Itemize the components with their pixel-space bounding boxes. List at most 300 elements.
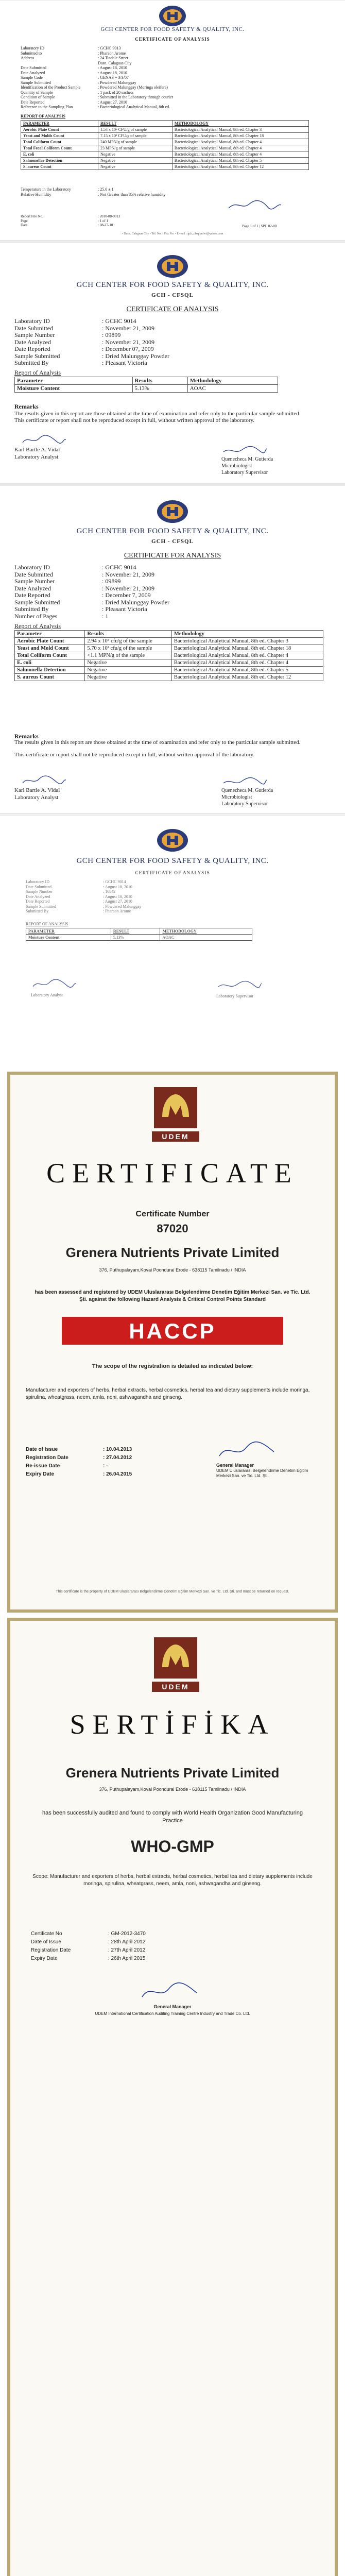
result-cell: Negative <box>98 151 173 158</box>
result-cell: Negative <box>98 164 173 170</box>
table-row <box>21 151 309 158</box>
field-row <box>21 187 330 192</box>
remarks-title: Remarks <box>14 403 39 410</box>
methodology-cell: Bacteriological Analytical Manual, 8th ed. Chapter 3 <box>172 127 308 133</box>
field-label: Relative Humidity <box>21 192 51 197</box>
field-row <box>21 214 144 219</box>
field-value: : November 21, 2009 <box>102 570 154 578</box>
field-value: : 1 pack of 20 sachets <box>98 90 134 95</box>
results-table <box>26 928 252 941</box>
field-value: : Bacteriological Analytical Manual, 8th ed. <box>98 105 170 109</box>
udem-logo <box>152 1636 199 1698</box>
supervisor-name: Quenecheca M. Gutierda <box>221 788 273 793</box>
column-header: RESULT <box>98 121 173 127</box>
field-row <box>21 192 330 197</box>
table-row <box>15 638 323 645</box>
field-value: : August 18, 2010 <box>98 70 127 75</box>
field-row <box>21 51 330 56</box>
field-value: : Pharaon Arome <box>103 909 131 913</box>
field-row <box>14 353 323 360</box>
field-value: : Powdered Malunggay <box>98 80 136 85</box>
field-label: Date Submitted <box>26 884 51 889</box>
fine-print: This certificate is the property of UDEM Uluslararası Belgelendirme Denetim Eğitim Merkezi San. ve Tic. Ltd. Şti. and must be returned on request. <box>56 1590 289 1594</box>
result-cell: <1.1 MPN/g of the sample <box>85 652 171 659</box>
field-value: : November 21, 2009 <box>102 338 154 346</box>
field-label: Expiry Date <box>31 1956 58 1961</box>
methodology-cell: Bacteriological Analytical Manual, 8th ed. Chapter 12 <box>172 164 308 170</box>
field-label: Registration Date <box>31 1947 71 1953</box>
field-label: Submitted to <box>21 50 42 56</box>
field-value: : GENAS + 3/3/07 <box>98 75 129 80</box>
field-row <box>26 894 335 900</box>
haccp-certificate <box>7 1072 338 1613</box>
field-row <box>21 90 330 95</box>
manager-org: UDEM Uluslararası Belgelendirme Denetim Eğitim Merkezi San. ve Tic. Ltd. Şti. <box>216 1468 308 1478</box>
page-indicator: Page 1 of 1 | SPC 02-00 <box>242 224 277 228</box>
supervisor-role: Laboratory Supervisor <box>216 994 254 998</box>
scope-text: Manufacturer and exporters of herbs, herbal extracts, herbal cosmetics, herbal tea and dietary supplements include moringa, spirulina, wheatgrass, neem, amla, noni, ashwagandha and ginseng. <box>26 1387 310 1400</box>
field-label: Date Analyzed <box>14 584 51 592</box>
field-row <box>14 318 323 325</box>
field-row <box>26 1446 180 1454</box>
field-label: Date Analyzed <box>14 338 51 346</box>
parameter-cell: Moisture Content <box>26 935 111 941</box>
analyst-role: Laboratory Analyst <box>31 993 63 997</box>
field-value: : 1 <box>102 612 109 620</box>
results-table <box>21 120 309 170</box>
field-value: Dasn. Calaguas City <box>98 60 132 65</box>
field-row <box>14 360 323 367</box>
field-value: : Not Greater than 85% relative humidity <box>98 192 166 197</box>
field-label: Expiry Date <box>26 1471 55 1477</box>
field-value: : Dried Malunggay Powder <box>102 598 169 606</box>
field-row <box>21 85 330 90</box>
page-divider <box>0 240 345 242</box>
parameter-cell: Yeast and Mold Count <box>15 645 85 652</box>
field-value: : 10842 <box>103 889 116 894</box>
field-label: Date Analyzed <box>26 894 50 899</box>
field-row <box>21 105 330 110</box>
field-value: : Pharaon Arome <box>98 50 126 56</box>
field-value: : 26.04.2015 <box>103 1471 132 1477</box>
parameter-cell: Aerobic Plate Count <box>21 127 98 133</box>
field-value: : August 27, 2010 <box>103 899 132 904</box>
column-header: Methodology <box>187 377 278 385</box>
field-label: Sample Number <box>14 331 55 338</box>
result-cell: 23 MPN/g of sample <box>98 145 173 151</box>
field-value: : Pleasant Victoria <box>102 359 147 366</box>
methodology-cell: Bacteriological Analytical Manual, 8th ed. Chapter 4 <box>172 151 308 158</box>
field-value: : 27.04.2012 <box>103 1455 132 1461</box>
field-row <box>14 325 323 332</box>
manager-signature-image <box>216 1440 278 1461</box>
table-row <box>15 652 323 659</box>
field-label: Report File No. <box>21 214 43 218</box>
field-row <box>14 599 323 606</box>
company-name: Grenera Nutrients Private Limited <box>65 1245 280 1260</box>
field-label: Sample Submitted <box>14 352 60 360</box>
field-value: : 09899 <box>102 331 121 338</box>
field-value: : Pleasant Victoria <box>102 605 147 613</box>
column-header: PARAMETER <box>26 928 111 935</box>
coa-page-1 <box>0 0 345 240</box>
field-label: Date Analyzed <box>21 70 45 75</box>
supervisor-role-1: Microbiologist <box>221 463 252 469</box>
result-cell: 2.94 x 10⁵ cfu/g of the sample <box>85 638 171 645</box>
report-label: REPORT OF ANALYSIS <box>26 922 68 926</box>
field-value: : November 21, 2009 <box>102 584 154 592</box>
field-row <box>21 80 330 86</box>
column-header: PARAMETER <box>21 121 98 127</box>
sample-details <box>21 46 330 110</box>
results-table <box>14 630 323 681</box>
field-value: : 24 Tindale Street <box>98 56 128 60</box>
field-row <box>21 65 330 71</box>
signature-image <box>227 199 283 211</box>
company-address: 376, Puthupalayam,Kovai Poondurai Erode - 638115 Tamilnadu / INDIA <box>99 1787 246 1792</box>
manager-org: UDEM International Certification Auditing Training Centre Industry and Trade Co. Ltd. <box>95 2011 250 2016</box>
supervisor-signature-image <box>216 979 263 991</box>
field-value: : GCHC 9014 <box>102 564 136 571</box>
field-value: : December 07, 2009 <box>102 345 154 352</box>
field-row <box>26 879 335 885</box>
company-short: GCH - CFSQL <box>151 292 194 298</box>
certification-intro: has been assessed and registered by UDEM Uluslararası Belgelendirme Denetim Eğitim Merkezi San. ve Tic. Ltd. Şti. against the following Hazard Analysis & Critical Control Points Standard <box>34 1290 310 1302</box>
field-label: Identification of the Product Sample <box>21 85 81 90</box>
field-value: : GCHC 9014 <box>102 317 136 325</box>
parameter-cell: Moisture Content <box>15 385 133 393</box>
certificate-dates <box>31 1930 196 1963</box>
column-header: Results <box>85 631 171 638</box>
company-name: GCH CENTER FOR FOOD SAFETY & QUALITY, INC. <box>76 527 269 535</box>
report-label: REPORT OF ANALYSIS <box>21 114 66 118</box>
field-value: : August 27, 2010 <box>98 99 127 105</box>
table-row <box>15 659 323 667</box>
standard-name: HACCP <box>129 1319 216 1343</box>
field-label: Sample Number <box>26 889 53 894</box>
supervisor-signature-image <box>221 776 268 787</box>
coa-page-3-signatures <box>0 774 345 810</box>
methodology-cell: Bacteriological Analytical Manual, 8th ed. Chapter 3 <box>171 638 323 645</box>
manager-title: General Manager <box>216 1463 254 1468</box>
remarks-text-2: This certificate or report shall not be reproduced except in full, without written approval of the laboratory. <box>14 752 255 758</box>
parameter-cell: Aerobic Plate Count <box>15 638 85 645</box>
field-row <box>14 578 323 585</box>
udem-logo <box>152 1086 199 1148</box>
table-row <box>21 139 309 145</box>
certificate-title: CERTIFICATE <box>46 1158 299 1189</box>
certificate-number: 87020 <box>157 1222 188 1235</box>
field-row <box>21 100 330 105</box>
field-row <box>26 899 335 904</box>
field-label: Sample Number <box>14 578 55 585</box>
field-value: : 2010-08-9013 <box>98 214 120 218</box>
document-subtitle: CERTIFICATE OF ANALYSIS <box>135 870 210 875</box>
field-value: : 28th April 2012 <box>108 1939 146 1945</box>
parameter-cell: Total Coliform Count <box>21 139 98 145</box>
field-label: Page <box>21 218 28 223</box>
field-row <box>21 95 330 100</box>
certificate-dates <box>26 1446 180 1479</box>
column-header: Results <box>132 377 187 385</box>
field-label: Date Reported <box>26 899 50 904</box>
certificate-title: SERTİFİKA <box>70 1709 275 1740</box>
field-value: : Dried Malunggay Powder <box>102 352 169 360</box>
methodology-cell: Bacteriological Analytical Manual, 8th ed. Chapter 18 <box>171 645 323 652</box>
results-table <box>14 377 278 393</box>
field-value: : December 7, 2009 <box>102 591 151 599</box>
field-label: Registration Date <box>26 1455 68 1461</box>
table-row <box>15 667 323 674</box>
coa-page-4 <box>0 815 345 1067</box>
company-name: GCH CENTER FOR FOOD SAFETY & QUALITY, INC. <box>100 26 245 32</box>
field-label: Sample Submitted <box>14 598 60 606</box>
field-row <box>21 46 330 51</box>
field-value: : - <box>103 1463 108 1469</box>
field-row <box>31 1938 196 1946</box>
field-label: Number of Pages <box>14 612 58 620</box>
field-label: Date Reported <box>21 99 45 105</box>
document-subtitle: CERTIFICATE OF ANALYSIS <box>135 37 210 42</box>
report-label: Report of Analysis <box>14 369 61 376</box>
field-label: Date Submitted <box>14 570 53 578</box>
field-label: Sample Submitted <box>26 904 56 909</box>
field-row <box>26 885 335 890</box>
field-label: Address <box>21 56 34 60</box>
field-value: : Powdered Malunggay (Moringa oleifera) <box>98 85 168 90</box>
company-address: 376, Puthupalayam,Kovai Poondurai Erode - 638115 Tamilnadu / INDIA <box>99 1267 246 1273</box>
methodology-cell: Bacteriological Analytical Manual, 8th ed. Chapter 18 <box>172 133 308 139</box>
field-row <box>14 339 323 346</box>
parameter-cell: S. aureus Count <box>21 164 98 170</box>
result-cell: Negative <box>85 667 171 674</box>
field-row <box>31 1955 196 1963</box>
manager-signature-image <box>139 1981 201 2002</box>
field-value: : August 18, 2010 <box>103 894 132 899</box>
report-label: Report of Analysis <box>14 622 61 630</box>
parameter-cell: S. aureus Count <box>15 674 85 681</box>
field-label: Condition of Sample <box>21 95 55 99</box>
field-value: : November 21, 2009 <box>102 324 154 332</box>
supervisor-role-1: Microbiologist <box>221 794 252 800</box>
supervisor-signature-image <box>221 445 268 456</box>
analyst-role: Laboratory Analyst <box>14 794 59 801</box>
address-strip: • Dasn. Calaguas City • Tel. No. • Fax No. • E-mail : gch_cfsqlpnlwi@yahoo.com <box>122 232 223 235</box>
analyst-name: Karl Bartle A. Vidal <box>14 447 60 453</box>
field-row <box>21 61 330 66</box>
field-row <box>26 909 335 914</box>
result-cell: 1.54 x 10⁵ CFU/g of sample <box>98 127 173 133</box>
field-row <box>21 223 144 228</box>
field-row <box>26 889 335 894</box>
table-row <box>15 645 323 652</box>
table-row <box>21 164 309 170</box>
field-label: Quantity of Sample <box>21 90 53 95</box>
sample-details <box>14 564 323 620</box>
field-row <box>26 904 335 909</box>
methodology-cell: Bacteriological Analytical Manual, 8th ed. Chapter 5 <box>172 158 308 164</box>
field-row <box>21 56 330 61</box>
coa-page-2 <box>0 242 345 482</box>
field-value: : Powdered Malunggay <box>103 904 142 909</box>
field-label: Date Reported <box>14 345 50 352</box>
field-value: : August 18, 2010 <box>98 65 127 70</box>
field-label: Date of Issue <box>26 1447 58 1452</box>
field-row <box>14 585 323 592</box>
manager-title: General Manager <box>153 2004 192 2009</box>
column-header: RESULT <box>111 928 160 935</box>
table-row <box>21 158 309 164</box>
parameter-cell: Yeast and Molds Count <box>21 133 98 139</box>
gch-logo-icon <box>148 498 197 527</box>
field-label: Laboratory ID <box>21 46 44 50</box>
remarks-title: Remarks <box>14 733 39 740</box>
analyst-signature-image <box>21 434 67 446</box>
field-value: : 26th April 2015 <box>108 1956 146 1961</box>
company-name: Grenera Nutrients Private Limited <box>65 1765 280 1781</box>
methodology-cell: Bacteriological Analytical Manual, 8th ed. Chapter 5 <box>171 667 323 674</box>
field-label: Laboratory ID <box>14 564 50 571</box>
field-value: : 25.0 ± 1 <box>98 187 114 192</box>
gmp-certificate <box>7 1618 338 2576</box>
parameter-cell: Salmonella Detection <box>15 667 85 674</box>
field-row <box>14 346 323 353</box>
result-cell: 5.13% <box>132 385 187 393</box>
field-label: Laboratory ID <box>26 879 49 884</box>
field-value: : 27th April 2012 <box>108 1947 146 1953</box>
scope-text: Scope: Manufacturer and exporters of herbs, herbal extracts, herbal cosmetics, herbal tea and dietary supplements include moringa, spirulina, wheatgrass, neem, amla, noni, ashwagandha and ginseng. <box>32 1874 313 1887</box>
field-row <box>31 1930 196 1938</box>
field-value: : 09899 <box>102 578 121 585</box>
result-cell: 5.13% <box>111 935 160 941</box>
methodology-cell: Bacteriological Analytical Manual, 8th ed. Chapter 12 <box>171 674 323 681</box>
field-label: Submitted By <box>14 605 49 613</box>
field-row <box>26 1470 180 1479</box>
methodology-cell: Bacteriological Analytical Manual, 8th ed. Chapter 4 <box>171 659 323 667</box>
field-label: Temperature in the Laboratory <box>21 187 71 192</box>
supervisor-role-2: Laboratory Supervisor <box>221 801 268 807</box>
parameter-cell: Total Fecal Coliform Count <box>21 145 98 151</box>
methodology-cell: AOAC <box>187 385 278 393</box>
table-row <box>15 674 323 681</box>
analyst-role: Laboratory Analyst <box>14 454 59 460</box>
table-row <box>15 385 278 393</box>
field-label: Date Submitted <box>21 65 46 70</box>
methodology-cell: Bacteriological Analytical Manual, 8th ed. Chapter 4 <box>171 652 323 659</box>
result-cell: 240 MPN/g of sample <box>98 139 173 145</box>
result-cell: 5.70 x 10² cfu/g of the sample <box>85 645 171 652</box>
table-row <box>21 133 309 139</box>
field-row <box>26 1462 180 1470</box>
report-footer <box>21 214 144 228</box>
column-header: Parameter <box>15 631 85 638</box>
supervisor-name: Quenecheca M. Gutierda <box>221 456 273 462</box>
analyst-signature-image <box>31 978 77 990</box>
field-row <box>14 571 323 579</box>
table-row <box>21 145 309 151</box>
page-divider <box>0 813 345 815</box>
result-cell: 7.15 x 10² CFU/g of sample <box>98 133 173 139</box>
field-label: Date Reported <box>14 591 50 599</box>
field-row <box>21 75 330 80</box>
remarks-text-1: The results given in this report are those obtained at the time of examination and refer only to the particular sample submitted. <box>14 739 301 745</box>
company-name: GCH CENTER FOR FOOD SAFETY & QUALITY, INC. <box>76 857 269 865</box>
field-row <box>26 1454 180 1462</box>
coa-page-3 <box>0 485 345 774</box>
column-header: Parameter <box>15 377 133 385</box>
analyst-name: Karl Bartle A. Vidal <box>14 787 60 793</box>
field-row <box>14 332 323 339</box>
field-value: : Submitted in the Laboratory through courier <box>98 95 174 99</box>
field-label: Submitted By <box>26 909 49 913</box>
gch-logo-icon <box>148 827 197 856</box>
field-value: : GCHC 9013 <box>98 46 121 50</box>
field-label: Reference to the Sampling Plan <box>21 105 73 109</box>
column-header: METHODOLOGY <box>172 121 308 127</box>
field-row <box>21 71 330 76</box>
sample-details <box>26 879 335 914</box>
certificate-number-label: Certificate Number <box>135 1210 210 1218</box>
table-row <box>26 935 252 941</box>
field-value: : 1 of 1 <box>98 218 109 223</box>
field-row <box>14 613 323 620</box>
company-short: GCH - CFSQL <box>151 538 194 545</box>
certification-intro: has been successfully audited and found to comply with World Health Organization Good Manufacturing Practice <box>42 1810 303 1824</box>
standard-name: WHO-GMP <box>131 1837 214 1856</box>
field-label: Date <box>21 223 28 227</box>
field-label: Submitted By <box>14 359 49 366</box>
scope-title: The scope of the registration is detailed as indicated below: <box>92 1363 253 1369</box>
field-label: Laboratory ID <box>14 317 50 325</box>
methodology-cell: AOAC <box>160 935 252 941</box>
supervisor-role-2: Laboratory Supervisor <box>221 470 268 476</box>
field-row <box>14 592 323 599</box>
field-label: Sample Code <box>21 75 43 80</box>
page-divider <box>0 483 345 485</box>
column-header: Methodology <box>171 631 323 638</box>
field-value: : GCHC 9014 <box>103 879 126 884</box>
column-header: METHODOLOGY <box>160 928 252 935</box>
field-value: : August 18, 2010 <box>103 884 132 889</box>
remarks-text: The results given in this report are those obtained at the time of examination and refer only to the particular sample submitted. This certificate or report shall not be reproduced except in full, without written approval of the laboratory. <box>14 411 301 423</box>
result-cell: Negative <box>98 158 173 164</box>
methodology-cell: Bacteriological Analytical Manual, 8th ed. Chapter 4 <box>172 139 308 145</box>
field-label: Certificate No <box>31 1931 62 1937</box>
result-cell: Negative <box>85 659 171 667</box>
field-value: : 08-27-10 <box>98 223 113 227</box>
field-label: Re-issue Date <box>26 1463 60 1469</box>
parameter-cell: E. coli <box>21 151 98 158</box>
document-subtitle: CERTIFICATE FOR ANALYSIS <box>124 552 221 560</box>
sample-details <box>14 318 323 367</box>
table-row <box>21 127 309 133</box>
field-label: Date Submitted <box>14 324 53 332</box>
parameter-cell: Total Coliform Count <box>15 652 85 659</box>
field-value: : GM-2012-3470 <box>108 1931 146 1937</box>
parameter-cell: Salmonellae Detection <box>21 158 98 164</box>
result-cell: Negative <box>85 674 171 681</box>
parameter-cell: E. coli <box>15 659 85 667</box>
udem-brand: UDEM <box>162 1132 189 1141</box>
field-label: Sample Submitted <box>21 80 51 85</box>
field-value: : 10.04.2013 <box>103 1447 132 1452</box>
field-row <box>14 564 323 571</box>
udem-brand: UDEM <box>162 1683 189 1691</box>
field-row <box>21 219 144 224</box>
analyst-signature-image <box>21 775 67 786</box>
lab-conditions <box>21 187 330 197</box>
methodology-cell: Bacteriological Analytical Manual, 8th ed. Chapter 4 <box>172 145 308 151</box>
